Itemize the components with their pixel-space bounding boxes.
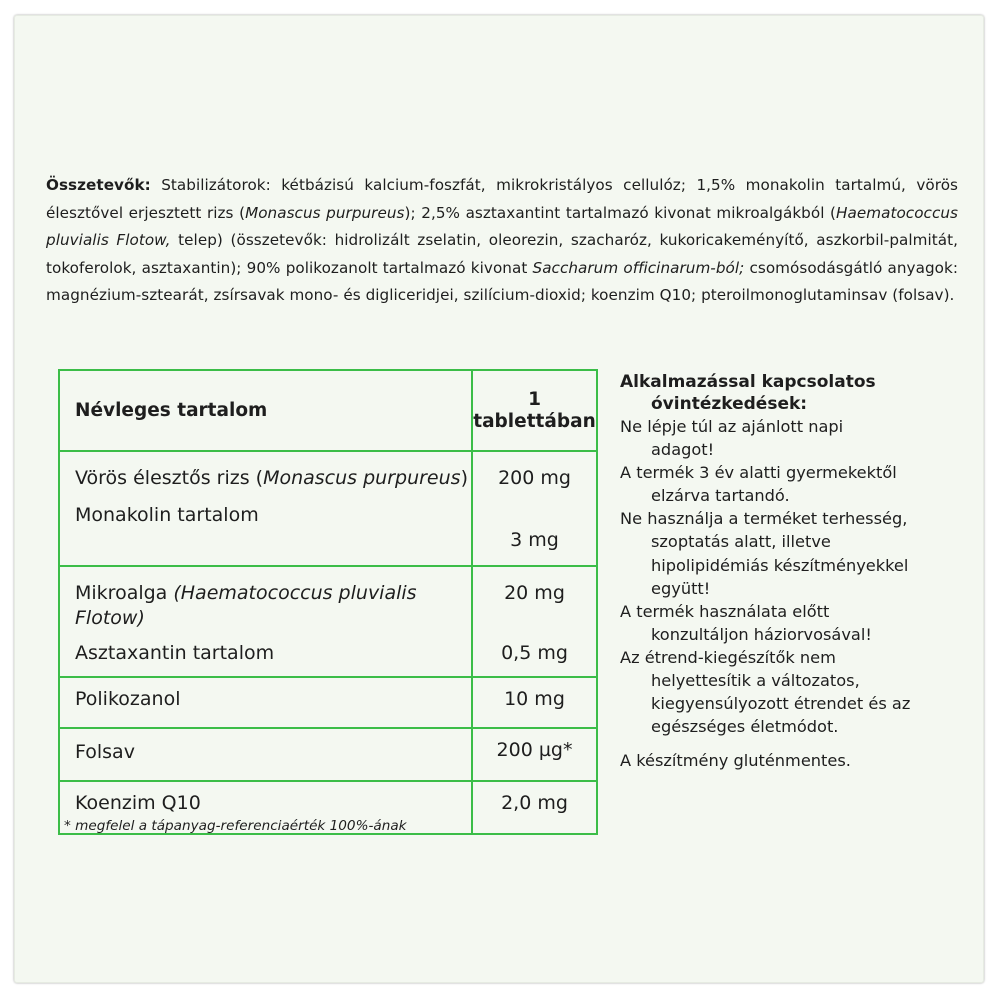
table-footnote: * megfelel a tápanyag-referenciaérték 100%-ának — [64, 818, 407, 834]
row-name-cell — [59, 451, 472, 566]
nutrition-table — [58, 369, 598, 835]
table-header-name: Névleges tartalom — [59, 370, 472, 451]
precaution-line: adagot! — [651, 440, 715, 460]
precaution-line: Ne használja a terméket terhesség, — [620, 509, 908, 529]
precaution-line: kiegyensúlyozott étrendet és az — [651, 694, 911, 714]
ingredients-italic-1: Monascus purpureus — [245, 203, 405, 222]
ingredients-paragraph — [46, 172, 958, 310]
row-value: 2,0 mg — [472, 781, 597, 834]
precautions-title — [620, 371, 960, 415]
row-name-end: ) — [460, 467, 468, 489]
row-value: 200 µg* — [472, 728, 597, 781]
precautions-title-line2: óvintézkedések: — [651, 394, 808, 414]
row-value-cell — [472, 566, 597, 677]
precaution-line: A termék 3 év alatti gyermekektől — [620, 463, 897, 483]
precaution-line: egészséges életmódot. — [651, 717, 839, 737]
row-name: Koenzim Q10 — [59, 781, 472, 834]
gluten-free-note: A készítmény gluténmentes. — [620, 751, 851, 771]
precaution-item — [620, 461, 960, 507]
precaution-line: hipolipidémiás készítményekkel — [651, 555, 909, 575]
table-row — [59, 728, 597, 781]
ingredients-text-4: csomósodásgátló anyagok: magnézium-sztearát, zsírsavak mono- és digliceridjei, szilícium-dioxid; koenzim Q10; pteroilmonoglutaminsav (folsav). — [46, 258, 958, 305]
ingredients-text-1: Stabilizátorok: kétbázisú kalcium-foszfát, mikrokristályos cellulóz; 1,5% monakolin tartalmú, vörös élesztővel erjesztett rizs ( — [46, 176, 958, 222]
row-sub-value: 3 mg — [510, 529, 559, 551]
precaution-item — [620, 415, 960, 461]
row-name — [75, 581, 471, 631]
precaution-item — [620, 507, 960, 599]
row-value: 10 mg — [472, 677, 597, 728]
table-row — [59, 451, 597, 566]
row-name-italic: Monascus purpureus — [263, 467, 461, 489]
precaution-line: konzultáljon háziorvosával! — [651, 624, 872, 644]
row-sub-name: Asztaxantin tartalom — [75, 642, 275, 664]
table-header-value — [472, 370, 597, 451]
table-header-value-line1: 1 — [528, 388, 541, 410]
row-name-text: Vörös élesztős rizs ( — [75, 467, 264, 489]
row-name: Folsav — [59, 728, 472, 781]
precaution-line: Ne lépje túl az ajánlott napi — [620, 417, 844, 436]
table-row — [59, 677, 597, 728]
ingredients-label: Összetevők: — [46, 176, 151, 194]
precautions-title-line1: Alkalmazással kapcsolatos — [620, 372, 876, 392]
row-sub-value: 0,5 mg — [501, 642, 568, 664]
row-value: 20 mg — [504, 582, 565, 604]
row-name-cell — [59, 566, 472, 677]
row-value-cell — [472, 451, 597, 566]
row-name-italic: (Haematococcus pluvialis Flotow) — [75, 582, 417, 629]
row-sub-name: Monakolin tartalom — [75, 504, 259, 526]
precaution-line: helyettesítik a változatos, — [651, 671, 860, 691]
table-row — [59, 566, 597, 677]
ingredients-italic-2: Haematococcus pluvialis Flotow, — [46, 203, 958, 250]
row-name — [75, 466, 471, 491]
precautions-block — [620, 371, 960, 772]
row-value: 200 mg — [498, 467, 571, 489]
precaution-line: együtt! — [651, 578, 711, 598]
precaution-item — [620, 646, 960, 738]
ingredients-italic-3: Saccharum officinarum-ból; — [532, 258, 745, 277]
table-header-value-line2: tablettában — [473, 410, 596, 432]
ingredients-text-2: ); 2,5% asztaxantint tartalmazó kivonat mikroalgákból ( — [404, 203, 837, 222]
precaution-line: A termék használata előtt — [620, 601, 830, 621]
precaution-line: szoptatás alatt, illetve — [651, 532, 831, 552]
precaution-line: Az étrend-kiegészítők nem — [620, 647, 836, 667]
ingredients-text-3: telep) (összetevők: hidrolizált zselatin, oleorezin, szacharóz, kukoricakeményítő, aszkorbil-palmitát, tokoferolok, asztaxantin); 90% polikozanolt tartalmazó kivonat — [46, 231, 958, 277]
table-header-row — [59, 370, 597, 451]
row-name-text: Mikroalga — [75, 582, 174, 604]
precaution-item — [620, 600, 960, 646]
precaution-line: elzárva tartandó. — [651, 486, 790, 506]
row-name: Polikozanol — [59, 677, 472, 728]
